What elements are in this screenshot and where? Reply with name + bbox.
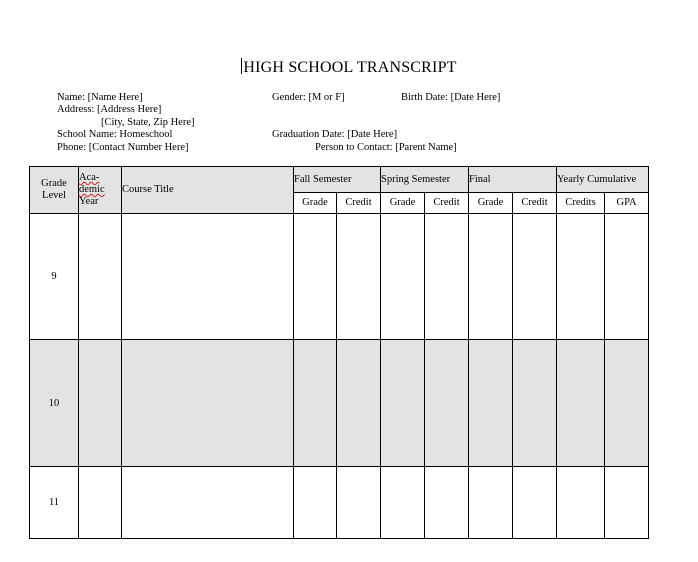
fall-semester-header-text: Fall Semester [294, 173, 352, 185]
course-title-cell [122, 214, 294, 340]
yearly-gpa-cell [605, 340, 649, 467]
yearly-cumulative-header-text: Yearly Cumulative [557, 173, 637, 185]
final-credit-cell [513, 467, 557, 539]
spring-semester-header [381, 167, 469, 193]
yearly-gpa-subheader: GPA [605, 193, 649, 214]
yearly-credits-cell [557, 467, 605, 539]
spring-grade-cell [381, 214, 425, 340]
final-credit-subheader: Credit [513, 193, 557, 214]
yearly-credits-cell [557, 214, 605, 340]
course-title-cell [122, 467, 294, 539]
fall-grade-cell [294, 214, 337, 340]
name-field: Name: [Name Here] [57, 92, 143, 103]
academic-year-header-line2: demic [79, 184, 105, 195]
table-row [30, 214, 649, 340]
fall-credit-cell [337, 214, 381, 340]
final-header-text: Final [469, 173, 491, 185]
yearly-cumulative-header [557, 167, 649, 193]
fall-grade-subheader: Grade [294, 193, 337, 214]
phone-field: Phone: [Contact Number Here] [57, 142, 189, 153]
final-credit-cell [513, 340, 557, 467]
academic-year-header-line3: Year [79, 196, 99, 207]
grade-level-header-text: Grade Level [41, 178, 67, 201]
grade-level-cell: 10 [30, 340, 79, 467]
yearly-gpa-cell [605, 214, 649, 340]
grade-level-header [30, 167, 79, 214]
table-row [30, 467, 649, 539]
spring-credit-subheader: Credit [425, 193, 469, 214]
grade-level-cell: 11 [30, 467, 79, 539]
academic-year-cell [79, 340, 122, 467]
final-grade-cell [469, 340, 513, 467]
course-title-header [122, 167, 294, 214]
title-text: HIGH SCHOOL TRANSCRIPT [243, 59, 457, 76]
final-header [469, 167, 557, 193]
spring-credit-cell [425, 340, 469, 467]
spring-grade-cell [381, 467, 425, 539]
course-title-header-text: Course Title [122, 184, 174, 195]
fall-semester-header [294, 167, 381, 193]
birth-date-field: Birth Date: [Date Here] [401, 92, 501, 103]
fall-credit-cell [337, 340, 381, 467]
yearly-credits-subheader: Credits [557, 193, 605, 214]
fall-grade-cell [294, 467, 337, 539]
fall-credit-subheader: Credit [337, 193, 381, 214]
spring-semester-header-text: Spring Semester [381, 173, 451, 185]
city-field: [City, State, Zip Here] [101, 117, 195, 128]
course-title-cell [122, 340, 294, 467]
document-title [0, 58, 698, 77]
table-row [30, 340, 649, 467]
academic-year-header [79, 167, 122, 214]
grade-level-cell: 9 [30, 214, 79, 340]
fall-credit-cell [337, 467, 381, 539]
final-grade-subheader: Grade [469, 193, 513, 214]
final-grade-cell [469, 214, 513, 340]
gender-field: Gender: [M or F] [272, 92, 345, 103]
fall-grade-cell [294, 340, 337, 467]
yearly-credits-cell [557, 340, 605, 467]
address-field: Address: [Address Here] [57, 104, 162, 115]
spring-grade-subheader: Grade [381, 193, 425, 214]
academic-year-header-line1: Aca- [79, 172, 100, 183]
transcript-table [29, 166, 649, 539]
final-credit-cell [513, 214, 557, 340]
spring-credit-cell [425, 214, 469, 340]
academic-year-cell [79, 214, 122, 340]
contact-person-field: Person to Contact: [Parent Name] [315, 142, 457, 153]
header-row [30, 167, 649, 193]
spring-credit-cell [425, 467, 469, 539]
spring-grade-cell [381, 340, 425, 467]
school-name-field: School Name: Homeschool [57, 129, 173, 140]
graduation-date-field: Graduation Date: [Date Here] [272, 129, 398, 140]
academic-year-cell [79, 467, 122, 539]
final-grade-cell [469, 467, 513, 539]
yearly-gpa-cell [605, 467, 649, 539]
